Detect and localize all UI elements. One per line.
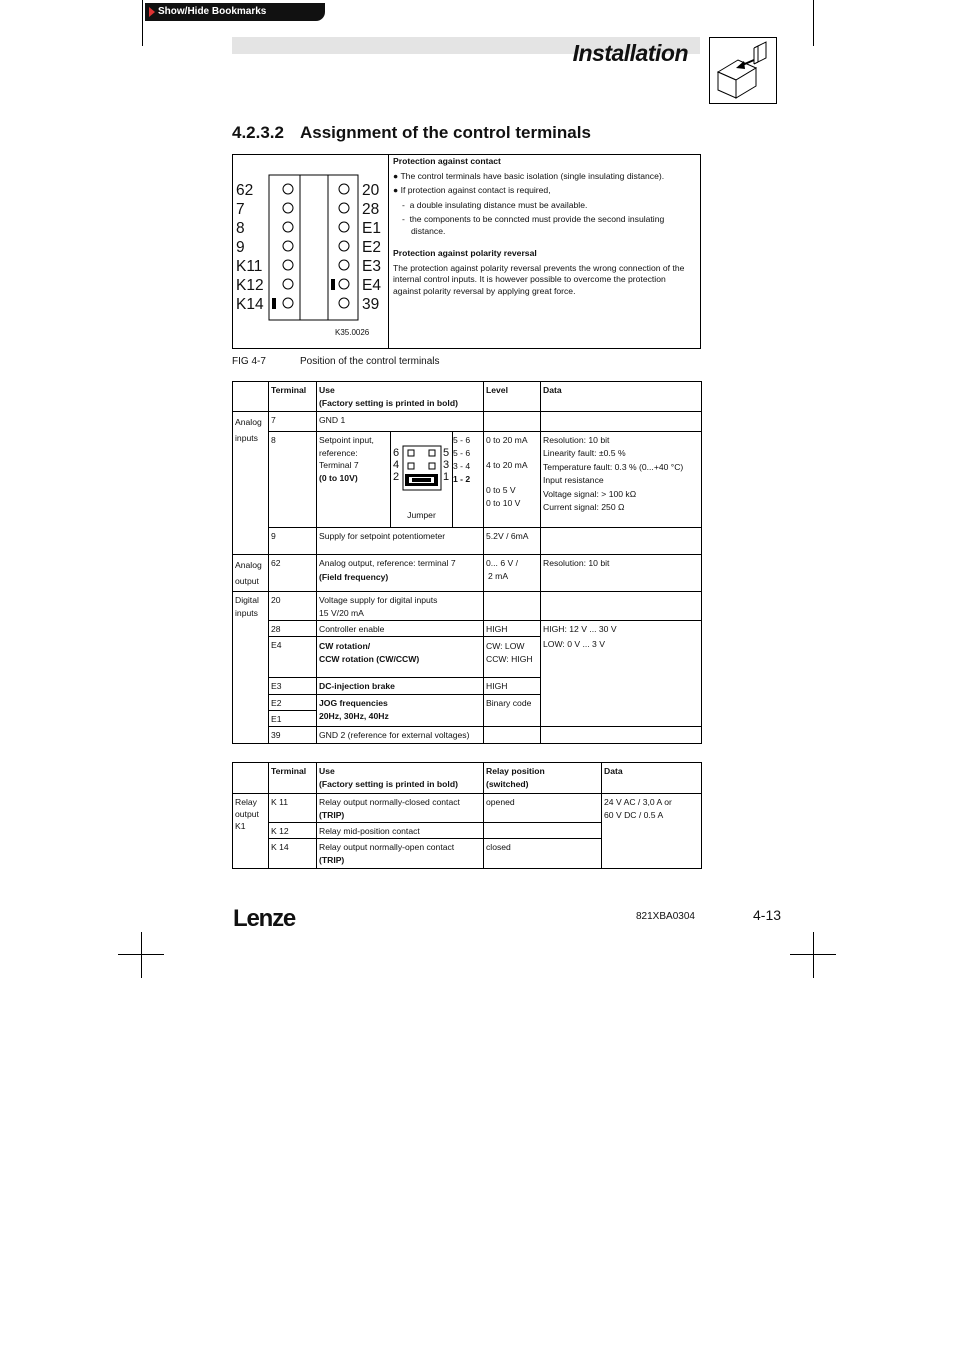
relay-cell	[484, 823, 602, 839]
terminal-label: K12	[236, 277, 264, 294]
jumper-label: Jumper	[407, 510, 436, 520]
crop-mark	[813, 932, 814, 978]
relay-cell: opened	[484, 794, 602, 823]
terminal-label: K14	[236, 296, 264, 313]
figure-number: FIG 4-7	[232, 356, 266, 367]
crop-mark	[141, 932, 142, 978]
bookmark-tab-label: Show/Hide Bookmarks	[158, 6, 267, 17]
header-cell: Data	[541, 382, 702, 412]
terminal-label: 8	[236, 220, 245, 237]
table-row	[233, 727, 702, 744]
data-cell: Resolution: 10 bit Linearity fault: ±0.5 % Temperature fault: 0.3 % (0...+40 °C) Input resistance Voltage signal: > 100 kΩ Current signal: 250 Ω	[541, 432, 702, 528]
level-cell: HIGH	[484, 678, 541, 695]
figure-code: K35.0026	[335, 328, 370, 337]
terminal-label: E1	[362, 220, 381, 237]
header-cell: Relay position (switched)	[484, 763, 602, 794]
relay-cell: closed	[484, 839, 602, 869]
terminal-cell: E2	[269, 695, 317, 711]
level-cell	[484, 592, 541, 621]
header-cell: Level	[484, 382, 541, 412]
header-cell	[233, 382, 269, 412]
use-cell: JOG frequencies 20Hz, 30Hz, 40Hz	[317, 695, 484, 727]
terminal-cell: E3	[269, 678, 317, 695]
terminal-label: 28	[362, 201, 380, 218]
jumper-block-icon	[402, 445, 442, 491]
use-cell	[317, 432, 484, 528]
use-cell: Supply for setpoint potentiometer	[317, 528, 484, 555]
figure-divider	[388, 154, 389, 349]
table-row	[233, 794, 702, 823]
data-cell: HIGH: 12 V ... 30 V LOW: 0 V ... 3 V	[541, 621, 702, 727]
terminal-cell: K 11	[269, 794, 317, 823]
terminal-cell: 7	[269, 412, 317, 432]
installation-box-icon	[709, 37, 777, 104]
terminal-cell: 39	[269, 727, 317, 744]
level-cell: 0 to 20 mA 4 to 20 mA 0 to 5 V 0 to 10 V	[484, 432, 541, 528]
data-cell: Resolution: 10 bit	[541, 555, 702, 592]
terminal-label: E3	[362, 258, 381, 275]
use-cell: GND 2 (reference for external voltages)	[317, 727, 484, 744]
table-row	[233, 592, 702, 621]
figure-caption	[232, 356, 440, 367]
header-cell: Terminal	[269, 382, 317, 412]
level-cell: 5.2V / 6mA	[484, 528, 541, 555]
terminal-cell: 9	[269, 528, 317, 555]
table-row	[233, 555, 702, 592]
page-number: 4-13	[753, 907, 782, 923]
contact-bullet: ● If protection against contact is required,	[393, 185, 551, 195]
crop-mark	[813, 0, 814, 46]
group-cell: Analog output	[233, 555, 269, 592]
terminal-cell: 28	[269, 621, 317, 637]
use-cell: DC-injection brake	[317, 678, 484, 695]
table-row	[233, 432, 702, 528]
use-cell: Analog output, reference: terminal 7 (Field frequency)	[317, 555, 484, 592]
contact-sub: - the components to be conncted must provide the second insulating distance.	[402, 214, 665, 236]
terminal-label: 7	[236, 201, 245, 218]
table-header-row	[233, 763, 702, 794]
table-row	[233, 528, 702, 555]
table-row	[233, 621, 702, 637]
header-cell	[233, 763, 269, 794]
contact-sub: - a double insulating distance must be available.	[402, 199, 588, 210]
use-cell: CW rotation/ CCW rotation (CW/CCW)	[317, 637, 484, 678]
terminal-cell: K 12	[269, 823, 317, 839]
terminal-label: E4	[362, 277, 381, 294]
figure-caption-text: Position of the control terminals	[300, 356, 440, 367]
table-row	[233, 412, 702, 432]
data-cell	[541, 412, 702, 432]
terminal-cell: E1	[269, 711, 317, 727]
terminal-cell: 8	[269, 432, 317, 528]
jumper-diagram	[390, 432, 453, 527]
level-cell: Binary code	[484, 695, 541, 727]
section-title: Assignment of the control terminals	[300, 123, 591, 142]
level-cell	[484, 412, 541, 432]
protection-notes	[393, 156, 693, 297]
crop-mark	[142, 0, 143, 46]
terminal-cell: 62	[269, 555, 317, 592]
terminal-label: 20	[362, 182, 380, 199]
use-cell: Relay output normally-open contact (TRIP)	[317, 839, 484, 869]
use-cell: Relay output normally-closed contact (TRIP)	[317, 794, 484, 823]
terminal-cell: 20	[269, 592, 317, 621]
terminal-cell: E4	[269, 637, 317, 678]
use-cell: Controller enable	[317, 621, 484, 637]
data-cell: 24 V AC / 3,0 A or 60 V DC / 0.5 A	[602, 794, 702, 869]
right-terminal-labels	[362, 181, 381, 314]
terminal-cell: K 14	[269, 839, 317, 869]
data-cell	[541, 528, 702, 555]
level-cell	[484, 727, 541, 744]
header-cell: Use (Factory setting is printed in bold)	[317, 382, 484, 412]
setpoint-text: Setpoint input, reference: Terminal 7 (0 to 10V)	[319, 435, 374, 483]
contact-bullet: ● The control terminals have basic isolation (single insulating distance).	[393, 170, 665, 181]
play-arrow-icon	[149, 7, 155, 17]
header-cell: Terminal	[269, 763, 317, 794]
terminal-label: K11	[236, 258, 263, 275]
table-header-row	[233, 382, 702, 412]
section-number: 4.2.3.2	[232, 123, 284, 142]
contact-heading: Protection against contact	[393, 156, 501, 166]
terminal-label: 39	[362, 296, 380, 313]
group-cell: Analog inputs	[233, 412, 269, 555]
header-cell: Data	[602, 763, 702, 794]
data-cell	[541, 727, 702, 744]
group-cell: Relay output K1	[233, 794, 269, 869]
page-title: Installation	[572, 40, 688, 66]
jumper-right-pins: 5 3 1	[443, 447, 450, 483]
lenze-logo: Lenze	[233, 905, 296, 932]
terminal-label: 62	[236, 182, 254, 199]
data-cell	[541, 592, 702, 621]
jumper-left-pins: 6 4 2	[393, 447, 400, 483]
level-cell: HIGH	[484, 621, 541, 637]
use-cell: GND 1	[317, 412, 484, 432]
section-heading	[232, 123, 591, 143]
terminal-label: 9	[236, 239, 245, 256]
control-terminals-table	[232, 381, 702, 744]
group-cell: Digital inputs	[233, 592, 269, 744]
polarity-text: The protection against polarity reversal prevents the wrong connection of the internal control inputs. It is however possible to overcome the protection against polarity reversal by applying great force.	[393, 262, 685, 296]
left-terminal-labels	[236, 181, 264, 314]
terminal-label: E2	[362, 239, 381, 256]
level-cell: 0... 6 V / 2 mA	[484, 555, 541, 592]
terminal-strip-diagram	[268, 174, 360, 322]
level-cell: CW: LOW CCW: HIGH	[484, 637, 541, 678]
use-cell: Voltage supply for digital inputs 15 V/20 mA	[317, 592, 484, 621]
polarity-heading: Protection against polarity reversal	[393, 248, 537, 258]
document-code: 821XBA0304	[636, 911, 695, 922]
relay-output-table	[232, 762, 702, 869]
use-cell: Relay mid-position contact	[317, 823, 484, 839]
header-cell: Use (Factory setting is printed in bold)	[317, 763, 484, 794]
show-hide-bookmarks-button[interactable]	[145, 3, 325, 21]
jumper-positions: 5 - 6 5 - 6 3 - 4 1 - 2	[453, 435, 471, 484]
